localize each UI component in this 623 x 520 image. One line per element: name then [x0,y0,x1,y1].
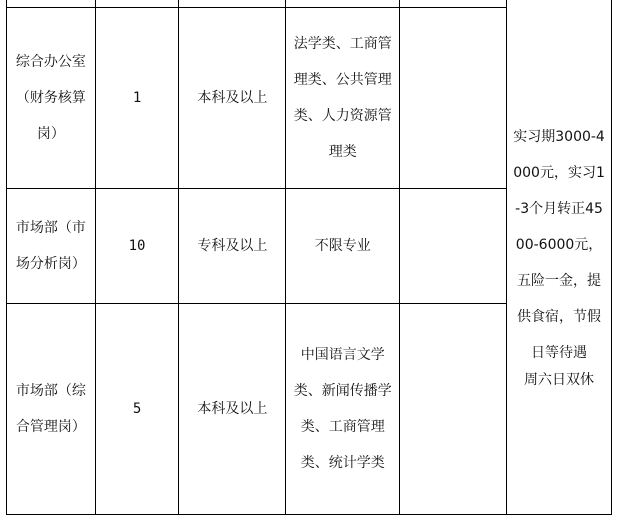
education-cell [179,304,286,515]
education-text: 专科及以上 [197,238,268,254]
table-cell [286,0,400,8]
education-cell [179,189,286,304]
education-text: 本科及以上 [197,401,268,417]
benefits-text: 实习期3000-4000元，实习1-3个月转正4500-6000元，五险一金，提供食宿，节假日等待遇 [513,129,605,361]
count-text: 5 [132,401,142,417]
department-cell [7,8,96,189]
count-cell [95,8,179,189]
blank-cell [400,304,507,515]
table-cell [179,0,286,8]
education-cell [179,8,286,189]
table-cell [400,0,507,8]
count-text: 1 [132,90,142,106]
count-cell [95,189,179,304]
count-text: 10 [128,238,146,254]
schedule-text: 周六日双休 [524,372,595,388]
major-cell [286,8,400,189]
department-text: 综合办公室（财务核算岗） [15,54,86,142]
major-text: 法学类、工商管理类、公共管理类、人力资源管理类 [293,36,392,160]
major-cell [286,189,400,304]
department-cell [7,189,96,304]
major-cell [286,304,400,515]
education-text: 本科及以上 [197,90,268,106]
department-text: 市场部（综合管理岗） [15,383,86,435]
table-cell [95,0,179,8]
blank-cell [400,8,507,189]
table-cell [7,0,96,8]
department-cell [7,304,96,515]
major-text: 不限专业 [314,238,371,254]
major-text: 中国语言文学类、新闻传播学类、工商管理类、统计学类 [293,347,392,471]
job-table [6,0,612,515]
count-cell [95,304,179,515]
benefits-cell [507,0,612,515]
blank-cell [400,189,507,304]
table-row [7,0,612,8]
department-text: 市场部（市场分析岗） [15,220,86,272]
